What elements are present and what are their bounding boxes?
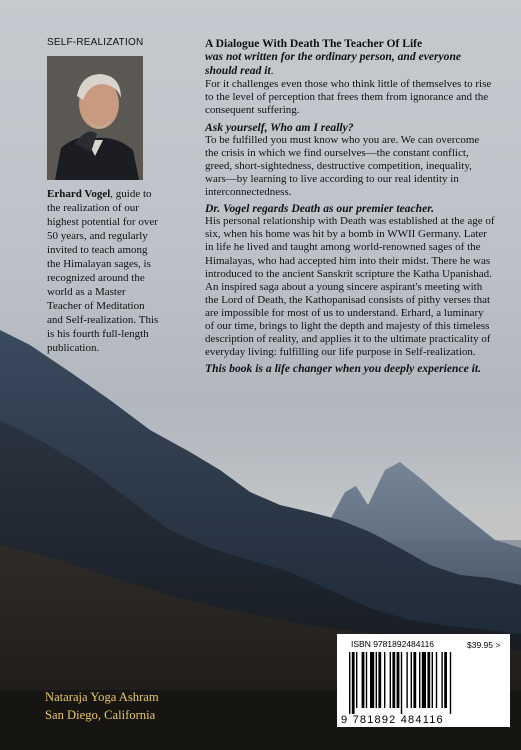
publisher-name: Nataraja Yoga Ashram <box>45 690 159 704</box>
blurb-tagline-end: . <box>270 65 274 78</box>
blurb-paragraph-1: For it challenges even those who think little of themselves to rise to the level of perception that frees them from ignorance and the consequent suffering. <box>205 78 492 117</box>
back-cover-blurb <box>205 37 495 375</box>
blurb-title: A Dialogue With Death The Teacher Of Life <box>205 37 423 50</box>
publisher-imprint <box>45 688 159 724</box>
blurb-heading-2: Ask yourself, Who am I really? <box>205 120 354 134</box>
barcode-digits: 9 781892 484116 <box>341 714 444 726</box>
blurb-paragraph-3: His personal relationship with Death was established at the age of six, when his home was hit by a bomb in WWII Germany. Later in life he lived and taught among world-renowned sages of the Himalayas, who had accepted him into their midst. There he was introduced to the ancient Sanskrit scripture the Katha Upanishad. An inspired saga about a young sincere aspirant's meeting with the Lord of Death, the Kathopanisad consists of pithy verses that are impossible for most of us to understand. Erhard, a luminary of our time, brings to light the depth and majesty of this timeless description of reality, and applies it to the ultimate practicality of everyday living: fulfilling our life purpose in Self-realization. <box>205 215 495 359</box>
isbn-barcode-box <box>337 634 510 727</box>
author-bio <box>47 187 160 355</box>
author-photo <box>47 56 143 180</box>
book-category: SELF-REALIZATION <box>47 37 144 48</box>
price-mark: > <box>495 640 501 650</box>
author-name: Erhard Vogel <box>47 188 111 200</box>
author-bio-text: , guide to the realization of our highest potential for over 50 years, and regularly invited to teach among the Himalayan sages, is recognized around the world as a Master Teacher of Meditation and Self-realization. This is his fourth full-length publication. <box>47 188 159 354</box>
price-value: $39.95 <box>467 640 493 650</box>
price-label <box>467 640 500 650</box>
publisher-location: San Diego, California <box>45 708 156 722</box>
blurb-tagline: was not written for the ordinary person, and everyone should read it <box>205 50 462 78</box>
blurb-paragraph-2: To be fulfilled you must know who you are. We can overcome the crisis in which we find ourselves—the constant conflict, greed, short-sightedness, destructive competition, inequality, wars—by learning to live according to our real identity in interconnectedness. <box>205 133 480 199</box>
barcode-image <box>347 652 501 714</box>
isbn-label: ISBN 9781892484116 <box>351 639 435 649</box>
blurb-heading-3: Dr. Vogel regards Death as our premier teacher. <box>205 202 434 216</box>
blurb-closing: This book is a life changer when you deeply experience it. <box>205 362 481 376</box>
